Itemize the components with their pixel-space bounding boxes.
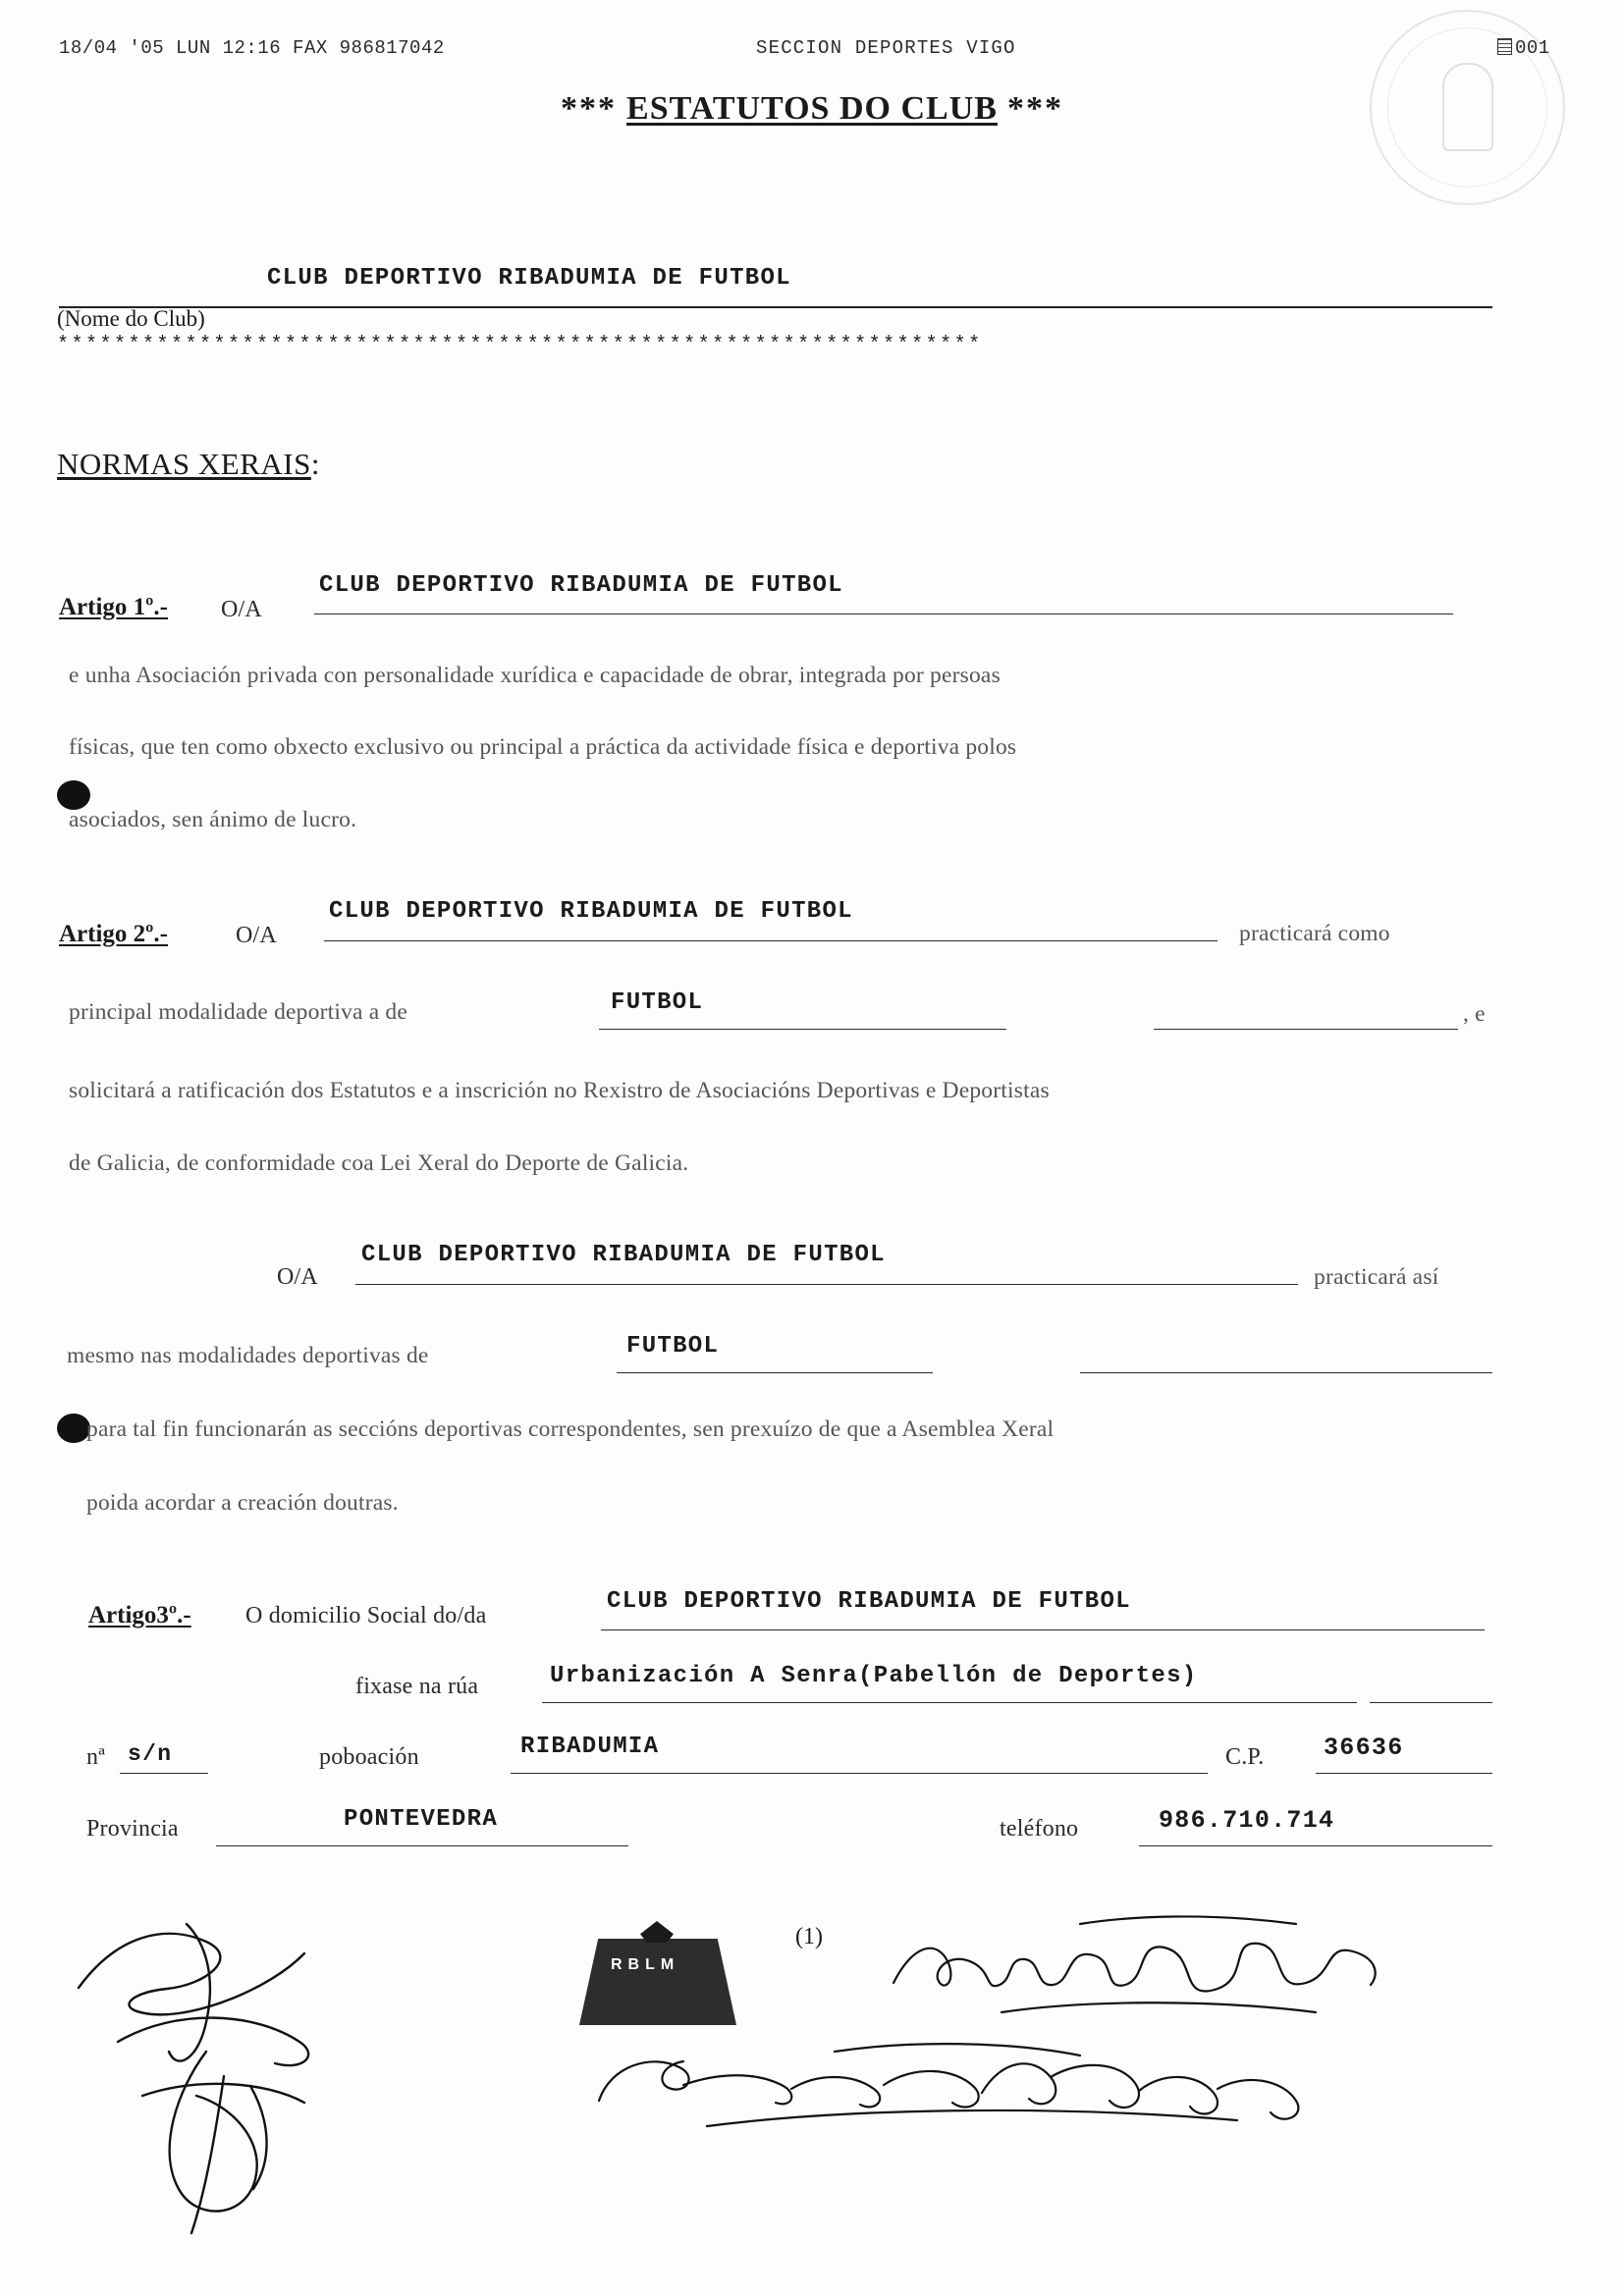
article-1-label: Artigo 1º.-: [59, 594, 168, 620]
article-3-number-value: s/n: [128, 1741, 173, 1767]
scan-artifact-blob-1: [57, 780, 90, 810]
article-1-line-3: asociados, sen ánimo de lucro.: [69, 807, 357, 832]
title-stars-right: ***: [1006, 90, 1063, 127]
article-2-tail-1: practicará como: [1239, 921, 1390, 946]
article-3-club-value: CLUB DEPORTIVO RIBADUMIA DE FUTBOL: [607, 1588, 1131, 1615]
page-title: [0, 90, 1624, 128]
crest-shield-icon: [579, 1939, 736, 2025]
article-3-cp-value: 36636: [1324, 1734, 1404, 1762]
article-3-street-label: fixase na rúa: [355, 1674, 479, 1699]
signature-left: [59, 1895, 383, 2248]
article-3-intro: O domicilio Social do/da: [245, 1603, 487, 1629]
article-2-line-2-pre: principal modalidade deportiva a de: [69, 999, 408, 1025]
article-2-club-value: CLUB DEPORTIVO RIBADUMIA DE FUTBOL: [329, 898, 853, 925]
article-2-modality-rule-4: [1080, 1372, 1492, 1373]
signature-right-top: [884, 1895, 1394, 2042]
signature-right-bottom: [589, 2032, 1316, 2160]
article-2-tail-2: practicará así: [1314, 1264, 1439, 1290]
article-3-number-rule: [120, 1773, 208, 1774]
article-3-town-rule: [511, 1773, 1208, 1774]
article-3-province-label: Provincia: [86, 1816, 179, 1842]
article-2-club-rule-2: [355, 1284, 1298, 1285]
article-3-street-value: Urbanización A Senra(Pabellón de Deportes): [550, 1663, 1198, 1689]
club-name-value: CLUB DEPORTIVO RIBADUMIA DE FUTBOL: [267, 265, 791, 292]
article-3-phone-label: teléfono: [1000, 1816, 1079, 1842]
article-3-cp-label: C.P.: [1225, 1744, 1265, 1770]
article-3-province-value: PONTEVEDRA: [344, 1806, 499, 1833]
club-name-field: [59, 267, 1492, 308]
crest-initials: RBLM: [611, 1956, 680, 1973]
fax-header-left: 18/04 '05 LUN 12:16 FAX 986817042: [59, 37, 445, 59]
article-2-line-5-pre: mesmo nas modalidades deportivas de: [67, 1343, 429, 1368]
title-stars-left: ***: [561, 90, 618, 127]
article-2-modality-rule-2: [1154, 1029, 1458, 1030]
article-3-phone-rule: [1139, 1845, 1492, 1846]
section-heading: [57, 447, 320, 482]
section-heading-colon: :: [310, 447, 320, 481]
article-2-prefix: O/A: [236, 923, 277, 948]
article-3-phone-value: 986.710.714: [1159, 1806, 1335, 1835]
article-2-modality-rule: [599, 1029, 1006, 1030]
scan-artifact-blob-2: [57, 1414, 90, 1443]
article-2-line-2-tail: , e: [1463, 1001, 1486, 1027]
article-2-line-7: poida acordar a creación doutras.: [86, 1490, 399, 1516]
article-3-number-label: nª: [86, 1744, 106, 1770]
article-2-modality-value-2: FUTBOL: [626, 1333, 720, 1360]
article-1-club-value: CLUB DEPORTIVO RIBADUMIA DE FUTBOL: [319, 572, 843, 599]
article-2-modality-rule-3: [617, 1372, 933, 1373]
article-3-cp-rule: [1316, 1773, 1492, 1774]
title-main: ESTATUTOS DO CLUB: [626, 90, 998, 127]
article-2-line-6: para tal fin funcionarán as seccións deportivas correspondentes, sen prexuízo de que a Asemblea Xeral: [86, 1416, 1055, 1442]
article-2-prefix-2: O/A: [277, 1264, 318, 1290]
fax-header-page-number: 001: [1515, 37, 1550, 59]
asterisk-divider: *****************************************************************: [57, 334, 983, 356]
article-3-street-rule: [542, 1702, 1357, 1703]
club-name-caption: (Nome do Club): [57, 306, 205, 331]
article-3-label: Artigo3º.-: [88, 1602, 191, 1629]
article-2-club-rule: [324, 940, 1218, 941]
club-crest-icon: [560, 1919, 756, 2037]
section-heading-text: NORMAS XERAIS: [57, 447, 311, 481]
article-2-line-4: de Galicia, de conformidade coa Lei Xeral do Deporte de Galicia.: [69, 1150, 689, 1176]
article-3-town-label: poboación: [319, 1744, 419, 1770]
article-3-street-rule-2: [1370, 1702, 1492, 1703]
article-1-line-1: e unha Asociación privada con personalidade xurídica e capacidade de obrar, integrada por persoas: [69, 663, 1001, 688]
article-3-club-rule: [601, 1629, 1485, 1630]
fax-header-center: SECCION DEPORTES VIGO: [756, 37, 1016, 59]
article-1-line-2: físicas, que ten como obxecto exclusivo ou principal a práctica da actividade física e deportiva polos: [69, 734, 1017, 760]
article-2-club-value-2: CLUB DEPORTIVO RIBADUMIA DE FUTBOL: [361, 1242, 886, 1268]
article-2-modality-value: FUTBOL: [611, 989, 704, 1016]
article-3-province-rule: [216, 1845, 628, 1846]
article-2-label: Artigo 2º.-: [59, 921, 168, 947]
article-2-line-3: solicitará a ratificación dos Estatutos e a inscrición no Rexistro de Asociacións Deportivas e Deportistas: [69, 1078, 1050, 1103]
article-1-prefix: O/A: [221, 597, 262, 622]
page-note: (1): [795, 1924, 823, 1949]
article-3-town-value: RIBADUMIA: [520, 1734, 660, 1760]
